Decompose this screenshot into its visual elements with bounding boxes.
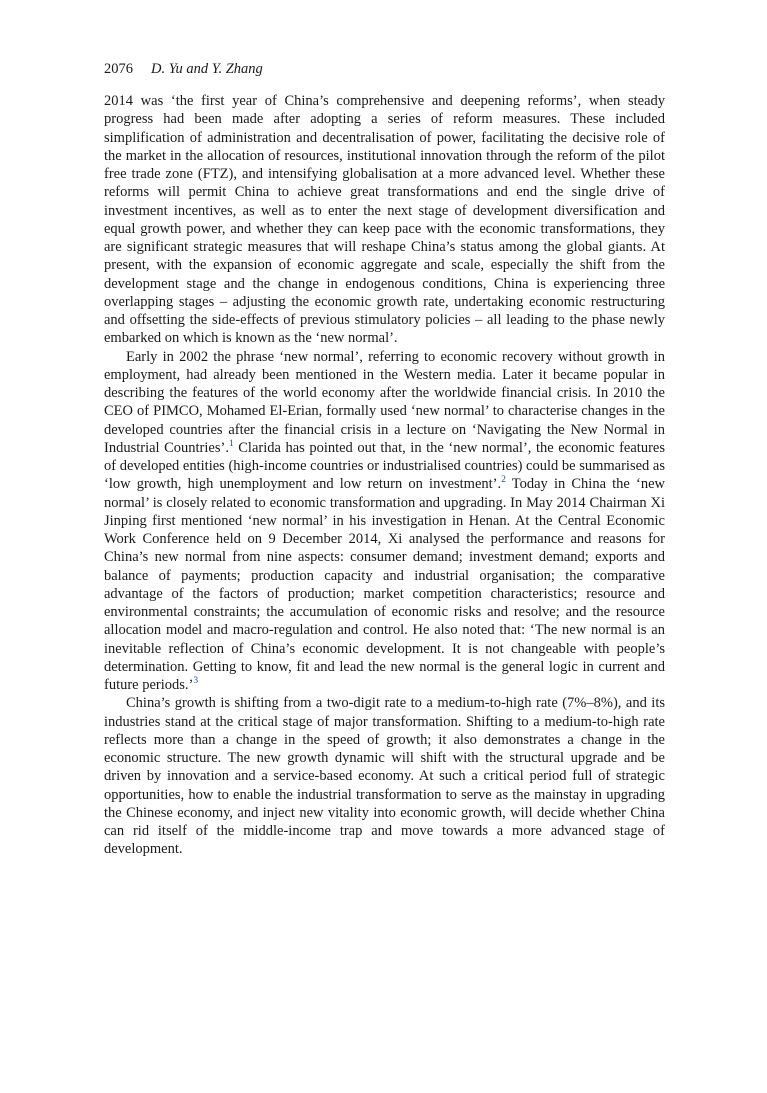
footnote-ref-3[interactable]: 3 [193,676,199,686]
footnote-ref-2[interactable]: 2 [501,475,506,486]
page-number: 2076 [104,61,133,77]
paragraph-growth-shift: China’s growth is shifting from a two-digit rate to a medium-to-high rate (7%–8%), and its industries stand at the critical stage of major transformation. Shifting to a medium-to-high rate reflects more than a change in the speed of growth; it also demonstrates a change in the economic structure. The new growth dynamic will shift with the structural upgrade and be driven by innovation and a service-based economy. At such a critical period full of strategic opportunities, how to enable the industrial transformation to serve as the mainstay in upgrading the Chinese economy, and inject new vitality into economic growth, will decide whether China can rid itself of the middle-income trap and move towards a more advanced stage of development. [104,695,665,858]
running-head [104,58,665,80]
paragraph-new-normal-origin [104,348,665,695]
body-text [104,92,665,859]
paragraph-text-segment: Clarida has pointed out that, in the ‘new normal’, the economic features of developed entities (high-income countries or industrialised countries) could be summarised as ‘low growth, high unemployment and low return on investment’. [104,439,665,493]
running-head-authors: D. Yu and Y. Zhang [151,61,263,77]
document-page [104,58,665,859]
paragraph-text-segment: Early in 2002 the phrase ‘new normal’, referring to economic recovery without growth in employment, had already been mentioned in the Western media. Later it became popular in describing the features of the world economy after the worldwide financial crisis. In 2010 the CEO of PIMCO, Mohamed El-Erian, formally used ‘new normal’ to characterise changes in the developed countries after the financial crisis in a lecture on ‘Navigating the New Normal in Industrial Countries’. [104,348,665,456]
footnote-ref-1[interactable]: 1 [228,438,234,449]
paragraph-reforms: 2014 was ‘the first year of China’s comprehensive and deepening reforms’, when steady progress had been made after adopting a series of reform measures. These included simplification of administration and decentralisation of power, facilitating the decisive role of the market in the allocation of resources, institutional innovation through the reform of the pilot free trade zone (FTZ), and intensifying globalisation at a more advanced level. Whether these reforms will permit China to achieve great transformations and end the single drive of investment incentives, as well as to enter the next stage of development diversification and equal growth power, and whether they can keep pace with the economic transformations, they are significant strategic measures that will reshape China’s status among the global giants. At present, with the expansion of economic aggregate and scale, especially the shift from the development stage and the change in endogenous conditions, China is experiencing three overlapping stages – adjusting the economic growth rate, undertaking economic restructuring and offsetting the side-effects of previous stimulatory policies – all leading to the phase newly embarked on which is known as the ‘new normal’. [104,93,665,347]
paragraph-text-segment: Today in China the ‘new normal’ is closely related to economic transformation and upgrading. In May 2014 Chairman Xi Jinping first mentioned ‘new normal’ in his investigation in Henan. At the Central Economic Work Conference held on 9 December 2014, Xi analysed the performance and reasons for China’s new normal from nine aspects: consumer demand; investment demand; exports and balance of payments; production capacity and industrial organisation; the comparative advantage of the factors of production; market competition characteristics; resource and environmental constraints; the accumulation of economic risks and resolve; and the resource allocation model and macro-regulation and control. He also noted that: ‘The new normal is an inevitable reflection of China’s economic development. It is not changeable with people’s determination. Getting to know, fit and lead the new normal is the general logic in current and future periods.’ [104,476,665,693]
